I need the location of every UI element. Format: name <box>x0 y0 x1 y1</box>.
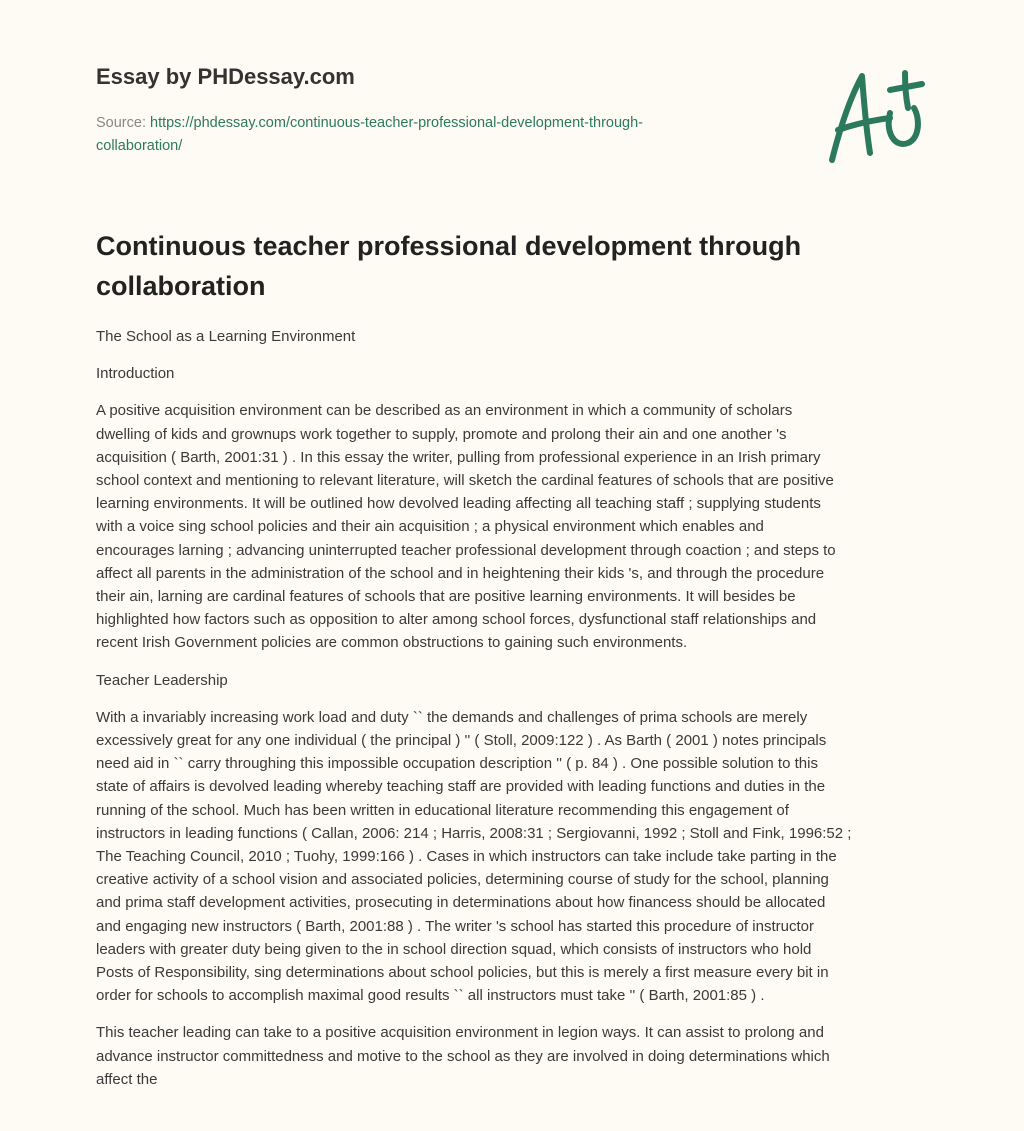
text-line: The Teaching Council, 2010 ; Tuohy, 1999:166 ) . Cases in which instructors can take include take parting in the <box>96 848 837 866</box>
text-line: advance instructor committedness and motive to the school as they are involved in doing determinations which <box>96 1047 830 1065</box>
text-line: need aid in `` carry throughing this impossible occupation description '' ( p. 84 ) . One possible solution to this <box>96 755 818 773</box>
text-line: and engaging new instructors ( Barth, 2001:88 ) . The writer 's school has started this procedure of instructor <box>96 917 814 935</box>
text-line: running of the school. Much has been written in educational literature recommending this engagement of <box>96 801 789 819</box>
text-line: with a voice sing school policies and their ain acquisition ; a physical environment which enables and <box>96 518 764 536</box>
paragraph <box>96 706 946 1008</box>
text-line: The School as a Learning Environment <box>96 328 356 345</box>
text-line: dwelling of kids and grownups work together to supply, promote and prolong their ain and one another 's <box>96 425 787 443</box>
text-line: school context and mentioning to relevant literature, will sketch the cardinal features of schools that are positive <box>96 472 834 490</box>
site-brand: Essay by PHDessay.com <box>96 64 355 89</box>
text-line: and prima staff development activities, prosecuting in determinations about how financess should be allocated <box>96 894 826 912</box>
text-line: acquisition ( Barth, 2001:31 ) . In this essay the writer, pulling from professional experience in an Irish primary <box>96 448 821 466</box>
text-line: leaders with greater duty being given to the in school direction squad, which consists of instructors who hold <box>96 940 812 958</box>
text-line: Introduction <box>96 365 175 383</box>
text-line: affect all parents in the administration of the school and in heightening their kids 's, and through the procedure <box>96 564 825 582</box>
text-line: order for schools to accomplish maximal good results `` all instructors must take '' ( Barth, 2001:85 ) . <box>96 987 765 1005</box>
text-line: Posts of Responsibility, sing determinations about school policies, but this is merely a first measure every bit in <box>96 964 829 982</box>
text-line: encourages larning ; advancing uninterrupted teacher professional development through coaction ; and steps to <box>96 541 836 559</box>
text-line: Teacher Leadership <box>96 671 228 689</box>
text-line: A positive acquisition environment can be described as an environment in which a community of scholars <box>96 402 793 420</box>
source-label: Source: <box>96 115 150 131</box>
a-plus-logo-icon <box>820 68 930 168</box>
essay-body <box>96 325 946 1105</box>
text-line: recent Irish Government policies are common obstructions to gaining such environments. <box>96 634 688 652</box>
text-line: state of affairs is devolved leading whereby teaching staff are provided with leading functions and duties in the <box>96 778 826 796</box>
paragraph <box>96 399 946 654</box>
text-line: creative activity of a school vision and associated policies, determining course of study for the school, planning <box>96 871 829 889</box>
text-line: learning environments. It will be outlined how devolved leading affecting all teaching staff ; supplying students <box>96 495 821 513</box>
source-line <box>96 112 796 158</box>
section-heading <box>96 669 946 692</box>
paragraph <box>96 1021 946 1091</box>
text-line: instructors in leading functions ( Callan, 2006: 214 ; Harris, 2008:31 ; Sergiovanni, 1992 ; Stoll and Fink, 1996:52 ; <box>96 824 852 842</box>
text-line: their ain, larning are cardinal features of schools that are positive learning environments. It will besides be <box>96 588 796 606</box>
text-line: affect the <box>96 1070 158 1088</box>
text-line: This teacher leading can take to a positive acquisition environment in legion ways. It can assist to prolong and <box>96 1024 824 1042</box>
section-heading <box>96 362 946 385</box>
source-link[interactable]: https://phdessay.com/continuous-teacher-professional-development-through- collaboration/ <box>96 115 643 154</box>
essay-title: Continuous teacher professional development through collaboration <box>96 231 802 301</box>
text-line: highlighted how factors such as opposition to alter among school forces, dysfunctional staff relationships and <box>96 611 817 629</box>
text-line: With a invariably increasing work load and duty `` the demands and challenges of prima schools are merely <box>96 708 808 726</box>
section-heading <box>96 325 946 348</box>
text-line: excessively great for any one individual ( the principal ) '' ( Stoll, 2009:122 ) . As Barth ( 2001 ) notes principals <box>96 732 827 750</box>
